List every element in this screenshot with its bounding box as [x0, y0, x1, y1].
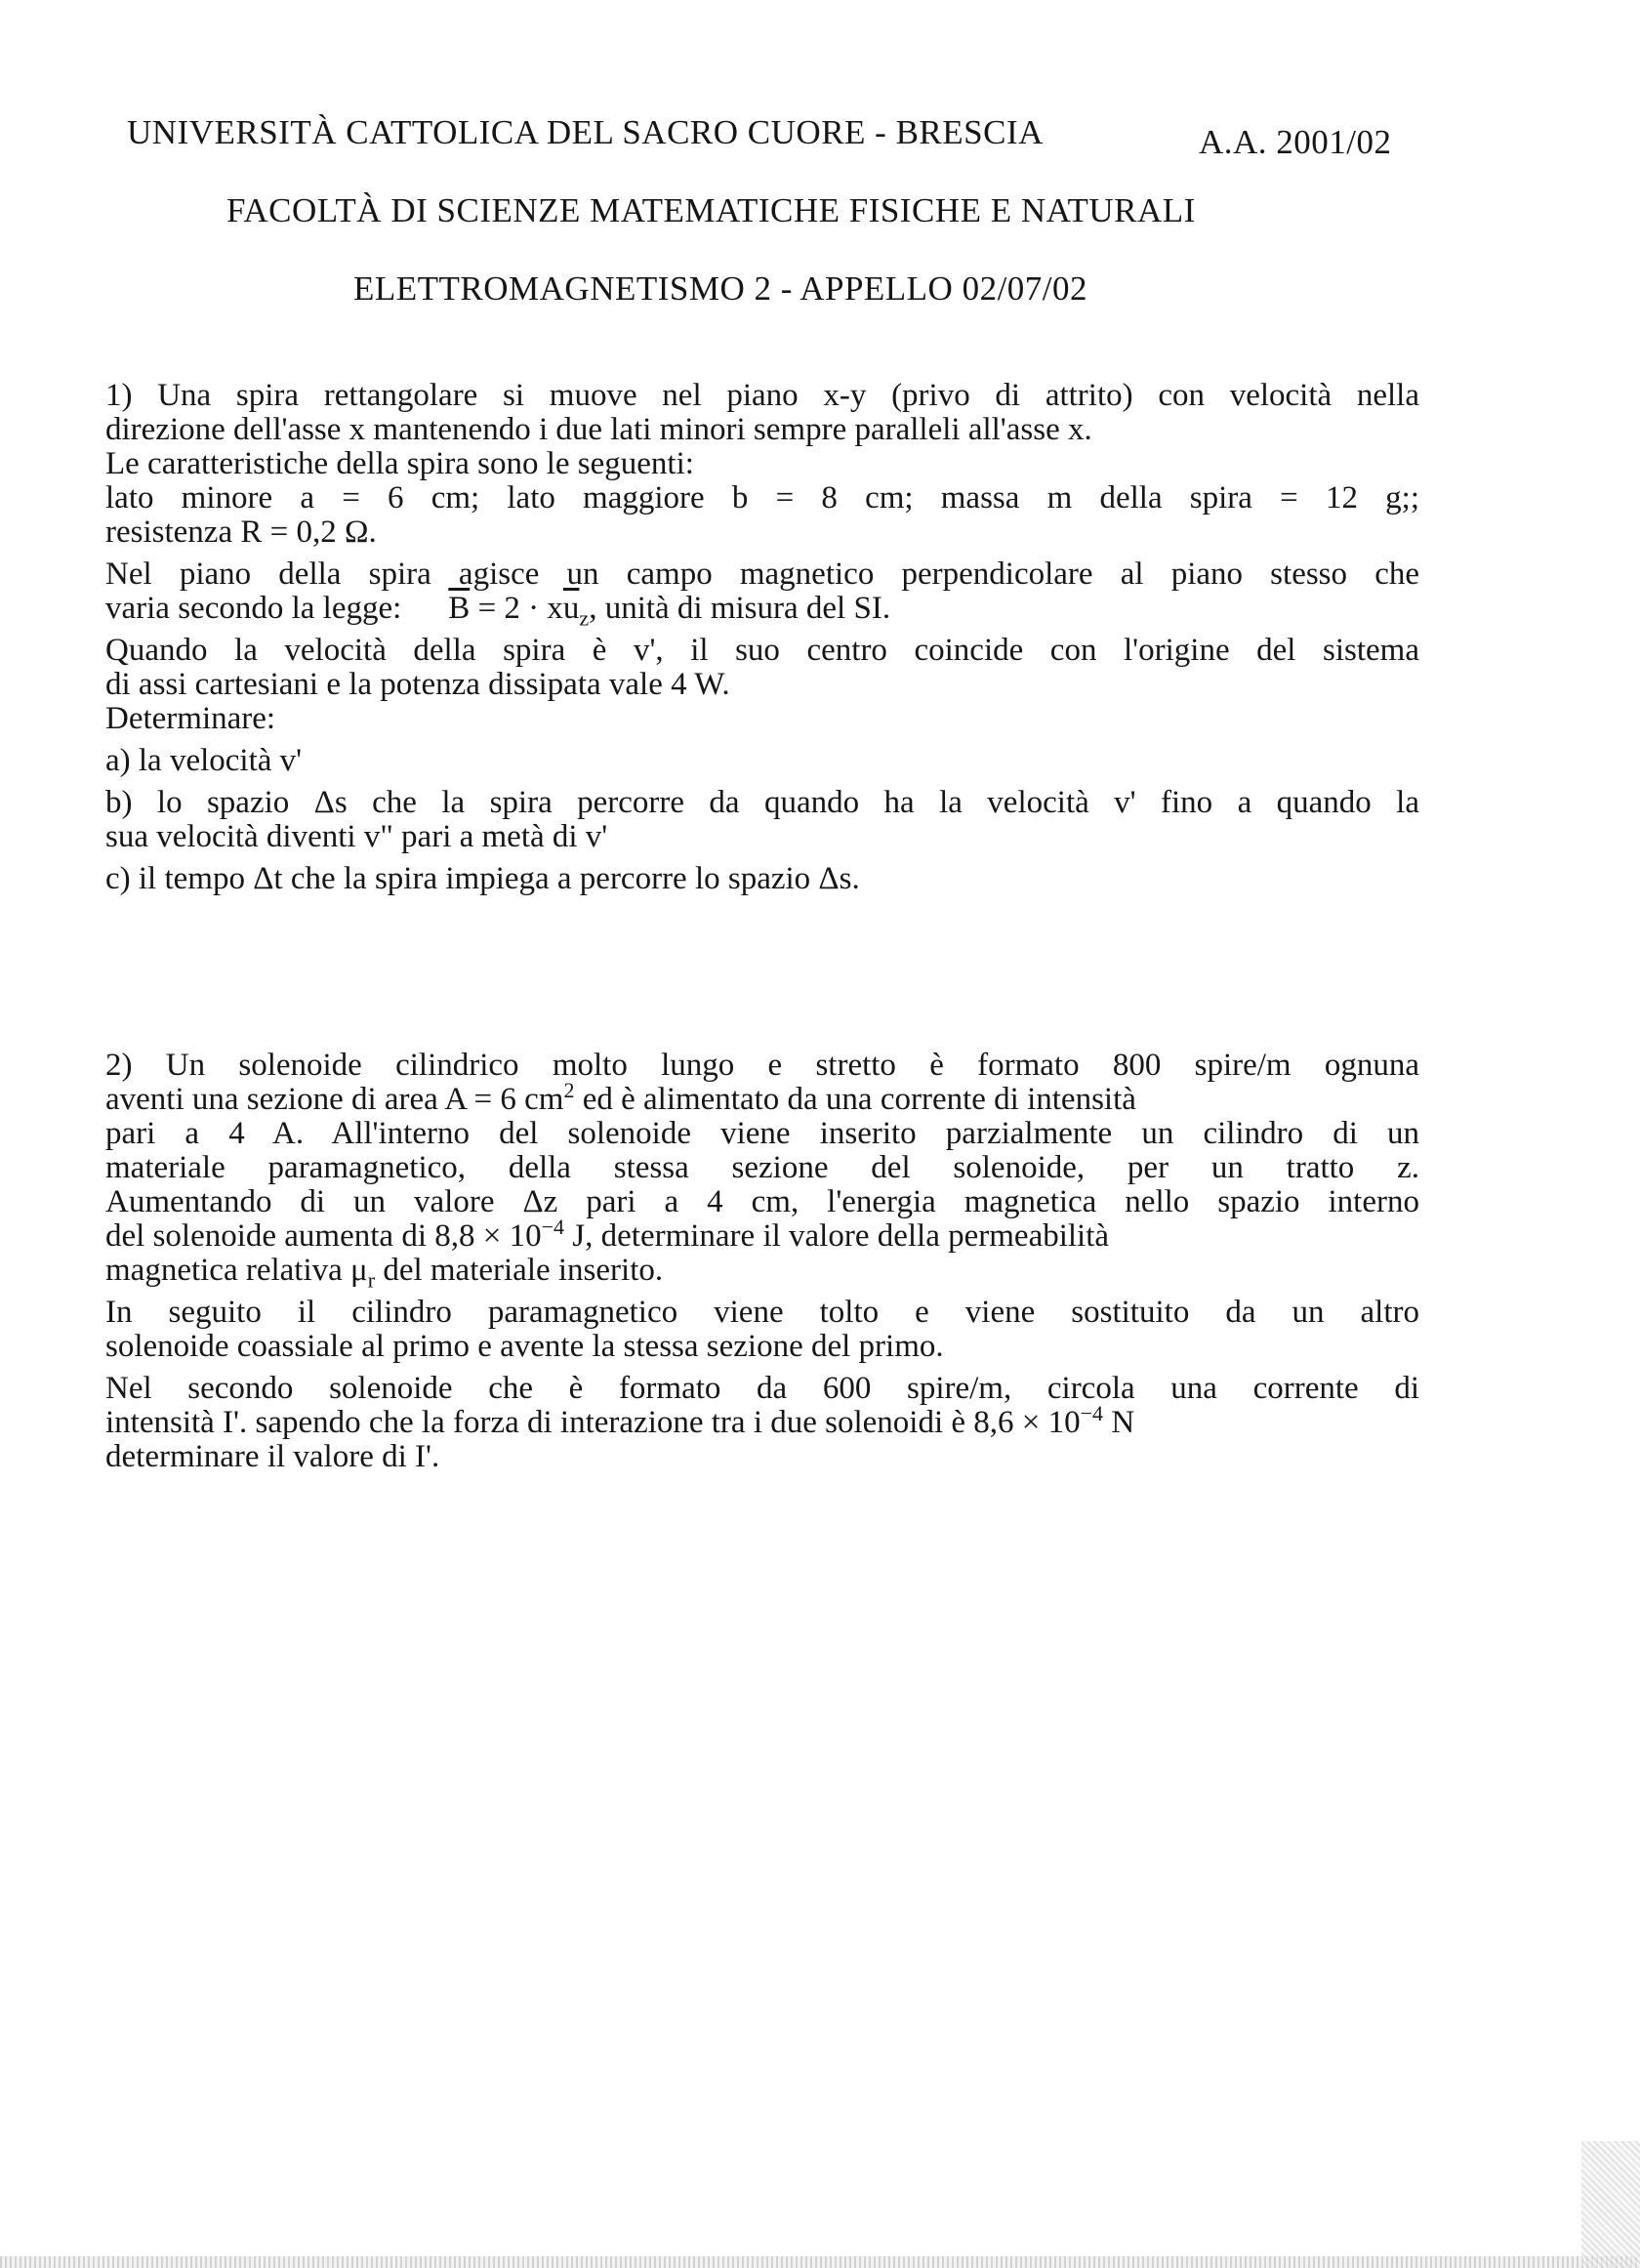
field-vector-symbol: $\overline{B}$ [448, 591, 471, 626]
problem-1-line: lato minore a = 6 cm; lato maggiore b = 8 cm; massa m della spira = 12 g;; [105, 480, 1419, 515]
problem-2-line: In seguito il cilindro paramagnetico viene tolto e viene sostituito da un altro [105, 1295, 1419, 1330]
problem-2-line: solenoide coassiale al primo e avente la stessa sezione del primo. [105, 1329, 944, 1364]
problem-2-line [105, 1215, 1419, 1254]
problem-1-line: resistenza R = 0,2 Ω. [105, 515, 377, 550]
question-c: c) il tempo Δt che la spira impiega a percorre lo spazio Δs. [105, 861, 860, 896]
problem-1-line: 1) Una spira rettangolare si muove nel piano x-y (privo di attrito) con velocità nella [105, 378, 1419, 413]
unit-vector-subscript: z [579, 605, 590, 631]
scan-corner-artifact [1581, 2141, 1640, 2268]
problem-2 [105, 1049, 1419, 1474]
problem-2-line: Aumentando di un valore Δz pari a 4 cm, l'energia magnetica nello spazio interno [105, 1184, 1419, 1219]
problem-2-line: Nel secondo solenoide che è formato da 600 spire/m, circola una corrente di [105, 1371, 1419, 1406]
area-exponent: 2 [563, 1078, 575, 1102]
energy-text: del solenoide aumenta di 8,8 × 10 [105, 1218, 542, 1254]
problem-2-line [105, 1078, 1419, 1117]
question-b-continued: sua velocità diventi v" pari a metà di v' [105, 819, 608, 854]
problem-1-line: Nel piano della spira agisce un campo magnetico perpendicolare al piano stesso che [105, 557, 1419, 592]
question-b: b) lo spazio Δs che la spira percorre da quando ha la velocità v' fino a quando la [105, 785, 1419, 820]
area-text: aventi una sezione di area A = 6 cm [105, 1082, 564, 1117]
permeability-text: magnetica relativa μ [105, 1253, 368, 1288]
scan-edge-artifact [0, 2256, 1640, 2268]
problem-1-formula-line [105, 591, 1419, 631]
problem-1-line: Quando la velocità della spira è v', il suo centro coincide con l'origine del sistema [105, 633, 1419, 668]
problem-1 [105, 379, 1419, 896]
problem-1-line: di assi cartesiani e la potenza dissipata vale 4 W. [105, 667, 730, 702]
problem-2-line: materiale paramagnetico, della stessa sezione del solenoide, per un tratto z. [105, 1150, 1419, 1185]
area-text-continued: ed è alimentato da una corrente di intensità [574, 1082, 1136, 1117]
problem-2-line [105, 1253, 1419, 1293]
permeability-subscript: r [367, 1267, 376, 1293]
force-text: intensità I'. sapendo che la forza di interazione tra i due solenoidi è 8,6 × 10 [105, 1405, 1081, 1440]
formula-units: , unità di misura del SI. [589, 591, 891, 626]
unit-vector-symbol: $\overline{u}$ [562, 591, 580, 626]
formula-expression: = 2 · x [470, 591, 563, 626]
problem-2-line [105, 1401, 1419, 1440]
academic-year: A.A. 2001/02 [1199, 123, 1392, 161]
energy-text-continued: J, determinare il valore della permeabilità [564, 1218, 1110, 1254]
force-text-continued: N [1103, 1405, 1135, 1440]
formula-intro: varia secondo la legge: [105, 591, 402, 626]
problem-1-line: Le caratteristiche della spira sono le seguenti: [105, 446, 694, 481]
faculty-heading: FACOLTÀ DI SCIENZE MATEMATICHE FISICHE E NATURALI [226, 191, 1196, 229]
problem-1-line: Determinare: [105, 701, 276, 736]
permeability-text-continued: del materiale inserito. [375, 1253, 664, 1288]
problem-2-line: 2) Un solenoide cilindrico molto lungo e stretto è formato 800 spire/m ognuna [105, 1048, 1419, 1083]
question-a: a) la velocità v' [105, 743, 303, 778]
force-exponent: −4 [1080, 1401, 1104, 1425]
university-heading: UNIVERSITÀ CATTOLICA DEL SACRO CUORE - BRESCIA [127, 113, 1044, 151]
exam-title: ELETTROMAGNETISMO 2 - APPELLO 02/07/02 [353, 269, 1088, 308]
energy-exponent: −4 [541, 1215, 565, 1239]
problem-1-line: direzione dell'asse x mantenendo i due lati minori sempre paralleli all'asse x. [105, 412, 1092, 447]
problem-2-line: pari a 4 A. All'interno del solenoide viene inserito parzialmente un cilindro di un [105, 1116, 1419, 1151]
problem-2-line: determinare il valore di I'. [105, 1439, 440, 1474]
